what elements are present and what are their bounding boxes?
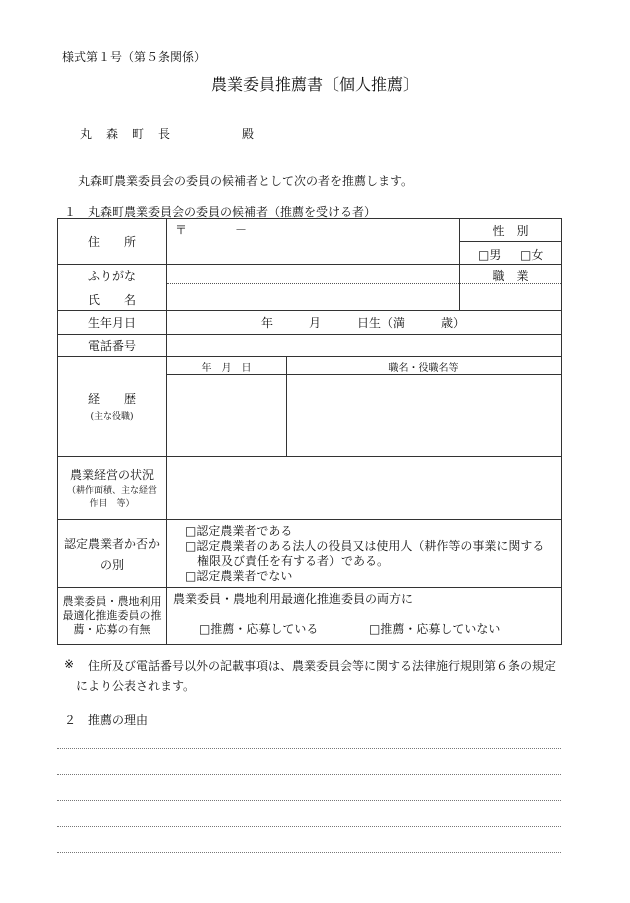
certified-row bbox=[58, 520, 562, 588]
farm-row bbox=[58, 457, 562, 520]
certified-label-2: の別 bbox=[99, 557, 124, 572]
farm-label: 農業経営の状況 bbox=[69, 467, 154, 482]
name-label: 氏 名 bbox=[87, 293, 136, 307]
reason-line[interactable] bbox=[57, 826, 561, 827]
postal-dash: － bbox=[235, 223, 248, 237]
phone-label: 電話番号 bbox=[58, 335, 167, 357]
address-label: 住 所 bbox=[87, 235, 136, 249]
phone-row bbox=[58, 335, 562, 357]
address-field[interactable] bbox=[167, 219, 460, 265]
both-text: 農業委員・農地利用最適化推進委員の両方に bbox=[173, 592, 414, 606]
sex-male-checkbox[interactable]: □男 bbox=[478, 248, 502, 262]
candidate-table bbox=[57, 218, 562, 645]
certified-option-corporate-cont: 権限及び責任を有する者）である。 bbox=[197, 553, 390, 568]
birthdate-row bbox=[58, 311, 562, 335]
career-field[interactable] bbox=[167, 357, 562, 457]
farm-sublabel-2: 作目 等） bbox=[89, 498, 135, 509]
sex-cell bbox=[460, 219, 562, 265]
certified-option-corporate[interactable]: □認定農業者のある法人の役員又は使用人（耕作等の事業に関する bbox=[185, 538, 545, 553]
intro-text: 丸森町農業委員会の委員の候補者として次の者を推薦します。 bbox=[78, 174, 414, 188]
postal-mark: 〒 bbox=[175, 223, 188, 237]
furigana-label: ふりがな bbox=[87, 269, 136, 283]
both-label-2: 最適化推進委員の推 bbox=[62, 609, 162, 622]
reason-line[interactable] bbox=[57, 800, 561, 801]
certified-label-cell bbox=[58, 520, 167, 588]
career-sublabel: (主な役職) bbox=[90, 411, 134, 422]
addressee-name: 丸 森 町 長 bbox=[80, 127, 172, 141]
sex-female-checkbox[interactable]: □女 bbox=[520, 248, 544, 262]
occupation-cell[interactable] bbox=[460, 265, 562, 311]
career-row bbox=[58, 357, 562, 457]
birthdate-value: 年 月 日生（満 歳） bbox=[261, 316, 466, 330]
certified-option-yes[interactable]: □認定農業者である bbox=[185, 523, 293, 538]
both-field bbox=[167, 588, 562, 645]
sex-label: 性 別 bbox=[492, 224, 529, 238]
reason-line[interactable] bbox=[57, 852, 561, 853]
career-label: 経 歴 bbox=[87, 391, 136, 406]
certified-option-no[interactable]: □認定農業者でない bbox=[185, 568, 293, 583]
both-row bbox=[58, 588, 562, 645]
both-yes-checkbox[interactable]: □推薦・応募している bbox=[199, 622, 319, 636]
birthdate-field[interactable] bbox=[167, 311, 562, 335]
both-no-checkbox[interactable]: □推薦・応募していない bbox=[369, 622, 501, 636]
section2-title: ２ 推薦の理由 bbox=[64, 713, 149, 727]
address-label-cell bbox=[58, 219, 167, 265]
certified-options bbox=[167, 520, 562, 588]
addressee-honorific: 殿 bbox=[242, 127, 255, 141]
note-line-2: により公表されます。 bbox=[76, 679, 196, 693]
page-title: 農業委員推薦書〔個人推薦〕 bbox=[210, 75, 419, 94]
name-label-cell bbox=[58, 265, 167, 311]
both-label-3: 薦・応募の有無 bbox=[73, 623, 151, 636]
phone-field[interactable] bbox=[167, 335, 562, 357]
birthdate-label: 生年月日 bbox=[58, 311, 167, 335]
career-col-title: 職名・役職名等 bbox=[388, 363, 459, 374]
certified-label-1: 認定農業者か否か bbox=[63, 536, 160, 551]
farm-field[interactable] bbox=[167, 457, 562, 520]
name-field[interactable] bbox=[167, 265, 460, 311]
address-row bbox=[58, 219, 562, 265]
name-row bbox=[58, 265, 562, 311]
farm-label-cell bbox=[58, 457, 167, 520]
career-label-cell bbox=[58, 357, 167, 457]
career-col-date: 年 月 日 bbox=[201, 363, 252, 374]
note-line-1: 住所及び電話番号以外の記載事項は、農業委員会等に関する法律施行規則第６条の規定 bbox=[88, 659, 557, 673]
section1-title: １ 丸森町農業委員会の委員の候補者（推薦を受ける者） bbox=[64, 205, 377, 219]
note-mark: ※ bbox=[64, 657, 75, 671]
form-number: 様式第１号（第５条関係） bbox=[62, 50, 207, 64]
reason-line[interactable] bbox=[57, 774, 561, 775]
both-label-1: 農業委員・農地利用 bbox=[62, 595, 162, 608]
farm-sublabel-1: （耕作面積、主な経営 bbox=[66, 485, 157, 496]
both-label-cell bbox=[58, 588, 167, 645]
reason-line[interactable] bbox=[57, 748, 561, 749]
occupation-label: 職 業 bbox=[492, 269, 529, 283]
